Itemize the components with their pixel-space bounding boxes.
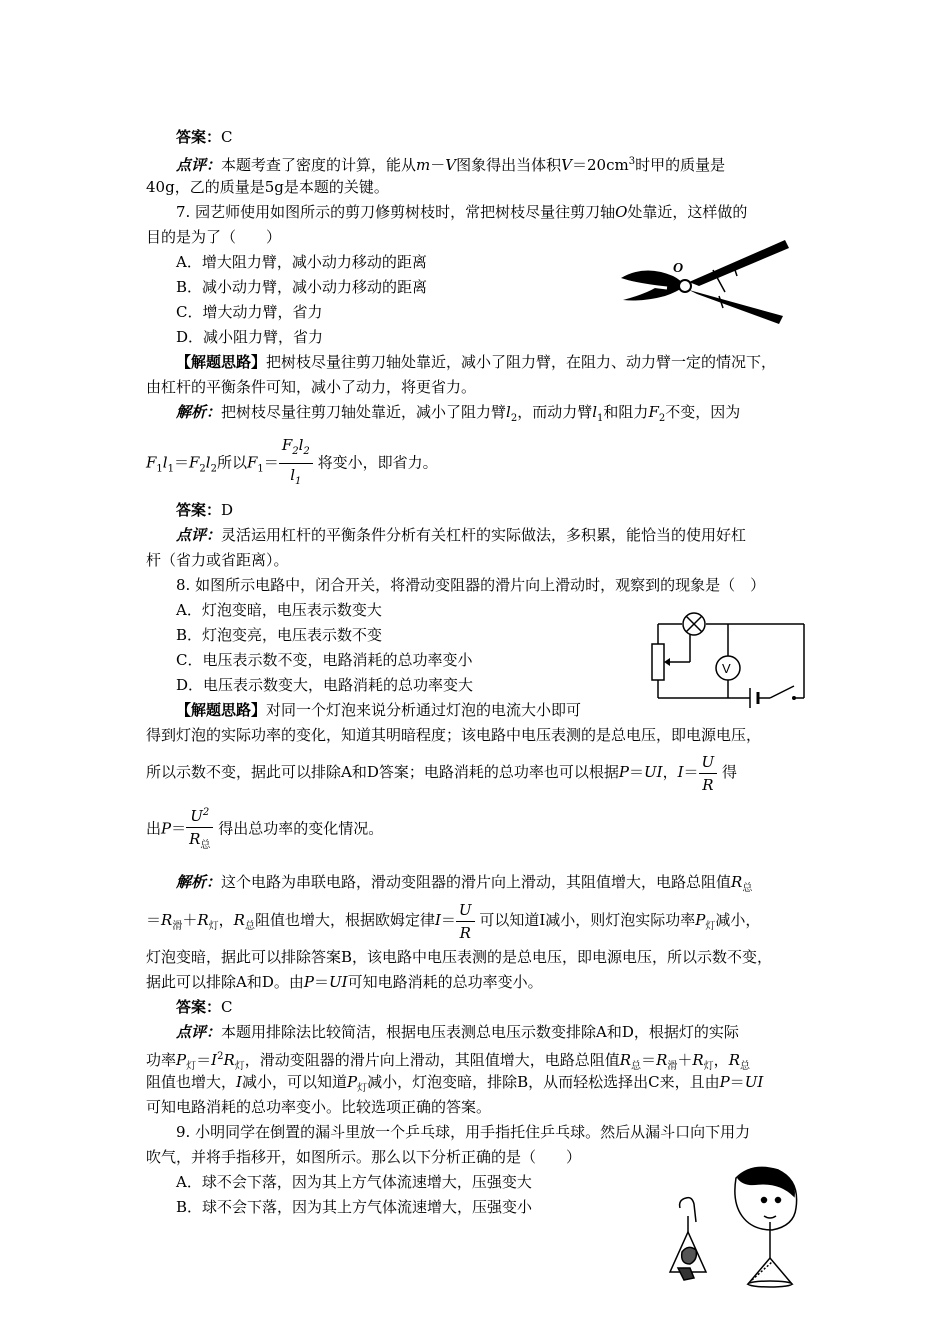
comment-line: 点评：本题考查了密度的计算，能从m－V图象得出当体积$V=20cm^3$时甲的质量是 <box>176 156 726 174</box>
scissors-figure <box>615 236 795 328</box>
question-stem: 目的是为了（ ） <box>146 228 282 246</box>
analysis-line: $=R_滑+R_灯$，$R_总$阻值也增大，根据欧姆定律I＝ $\frac{U}{R}$ 可以知道I减小，则灯泡实际功率$P_灯$减小， <box>146 900 761 942</box>
voltmeter-label: V <box>722 661 731 676</box>
comment-line: 点评：本题用排除法比较简洁，根据电压表测总电压示数变排除A和D，根据灯的实际 <box>176 1023 739 1041</box>
option-d: D．减小阻力臂，省力 <box>176 328 324 346</box>
option-b: B．减小动力臂，减小动力移动的距离 <box>176 278 428 296</box>
question-stem: 吹气，并将手指移开，如图所示。那么以下分析正确的是（ ） <box>146 1148 582 1166</box>
comment-line: 点评：灵活运用杠杆的平衡条件分析有关杠杆的实际做法，多积累，能恰当的使用好杠 <box>176 526 747 544</box>
axis-label: O <box>673 261 684 276</box>
fraction: $\frac{U^2}{R_总}$ <box>186 802 213 857</box>
option-a: A．球不会下落，因为其上方气体流速增大，压强变大 <box>176 1173 532 1191</box>
fraction: $\frac{U}{R}$ <box>699 751 718 796</box>
lamp-icon <box>683 613 705 635</box>
question-stem: 8. 如图所示电路中，闭合开关，将滑动变阻器的滑片向上滑动时，观察到的现象是（ ） <box>176 576 766 594</box>
slider-arrow <box>664 658 670 666</box>
hand-funnel-illustration <box>670 1198 706 1280</box>
switch-contact <box>792 696 796 700</box>
fraction: $\frac{U}{R}$ <box>456 899 475 944</box>
option-d: D．电压表示数变大，电路消耗的总功率变大 <box>176 676 474 694</box>
comment-line: 功率$P_灯=I^2R_灯$，滑动变阻器的滑片向上滑动，其阻值增大，电路总阻值$R_总=R_滑+R_灯$，$R_总$ <box>146 1051 750 1072</box>
circuit-diagram <box>640 608 812 708</box>
solution-idea: 得到灯泡的实际功率的变化，知道其明暗程度；该电路中电压表测的是总电压，即电源电压， <box>146 726 762 744</box>
answer-line: 答案：C <box>176 128 233 146</box>
funnel-figure <box>660 1160 820 1288</box>
comment-line: 杆（省力或省距离）。 <box>146 551 289 569</box>
option-b: B．灯泡变亮，电压表示数不变 <box>176 626 383 644</box>
question-stem: 9. 小明同学在倒置的漏斗里放一个乒乓球，用手指托住乒乓球。然后从漏斗口向下用力 <box>176 1123 751 1141</box>
analysis-formula: $F_1l_1=F_2l_2$所以$F_1=$ $\frac{F_2l_2}{l_1}$ 将变小，即省力。 <box>146 434 438 496</box>
analysis-line: 解析：把树枝尽量往剪刀轴处靠近，减小了阻力臂$l_2$，而动力臂$l_1$和阻力$F_2$不变，因为 <box>176 403 741 424</box>
solution-idea: 【解题思路】对同一个灯泡来说分析通过灯泡的电流大小即可 <box>176 701 582 719</box>
boy-illustration <box>735 1167 797 1238</box>
analysis-line: 解析：这个电路为串联电路，滑动变阻器的滑片向上滑动，其阻值增大，电路总阻值$R_总$ <box>176 873 753 894</box>
solution-idea: 出P＝ $\frac{U^2}{R_总}$ 得出总功率的变化情况。 <box>146 802 383 857</box>
analysis-line: 据此可以排除A和D。由P＝UI可知电路消耗的总功率变小。 <box>146 973 543 991</box>
solution-idea: 【解题思路】把树枝尽量往剪刀轴处靠近，减小了阻力臂，在阻力、动力臂一定的情况下， <box>176 353 777 371</box>
comment-line: 40g，乙的质量是5g是本题的关键。 <box>146 178 389 196</box>
solution-idea: 所以示数不变，据此可以排除A和D答案；电路消耗的总功率也可以根据P＝UI，I＝ $\frac{U}{R}$ 得 <box>146 752 737 794</box>
option-b: B．球不会下落，因为其上方气体流速增大，压强变小 <box>176 1198 533 1216</box>
funnel-icon <box>748 1238 792 1287</box>
option-c: C．增大动力臂，省力 <box>176 303 323 321</box>
question-stem: 7. 园艺师使用如图所示的剪刀修剪树枝时，常把树枝尽量往剪刀轴O处靠近，这样做的 <box>176 203 748 221</box>
rheostat <box>652 644 664 680</box>
solution-idea: 由杠杆的平衡条件可知，减小了动力，将更省力。 <box>146 378 477 396</box>
answer-line: 答案：C <box>176 998 233 1016</box>
answer-line: 答案：D <box>176 501 234 519</box>
comment-line: 阻值也增大，I减小，可以知道$P_灯$减小，灯泡变暗，排除B，从而轻松选择出C来，且由P＝UI <box>146 1073 764 1094</box>
option-c: C．电压表示数不变，电路消耗的总功率变小 <box>176 651 473 669</box>
option-a: A．增大阻力臂，减小动力移动的距离 <box>176 253 427 271</box>
analysis-line: 灯泡变暗，据此可以排除答案B，该电路中电压表测的是总电压，即电源电压，所以示数不变， <box>146 948 773 966</box>
fraction: $\frac{F_2l_2}{l_1}$ <box>279 434 313 493</box>
comment-line: 可知电路消耗的总功率变小。比较选项正确的答案。 <box>146 1098 492 1116</box>
option-a: A．灯泡变暗，电压表示数变大 <box>176 601 382 619</box>
